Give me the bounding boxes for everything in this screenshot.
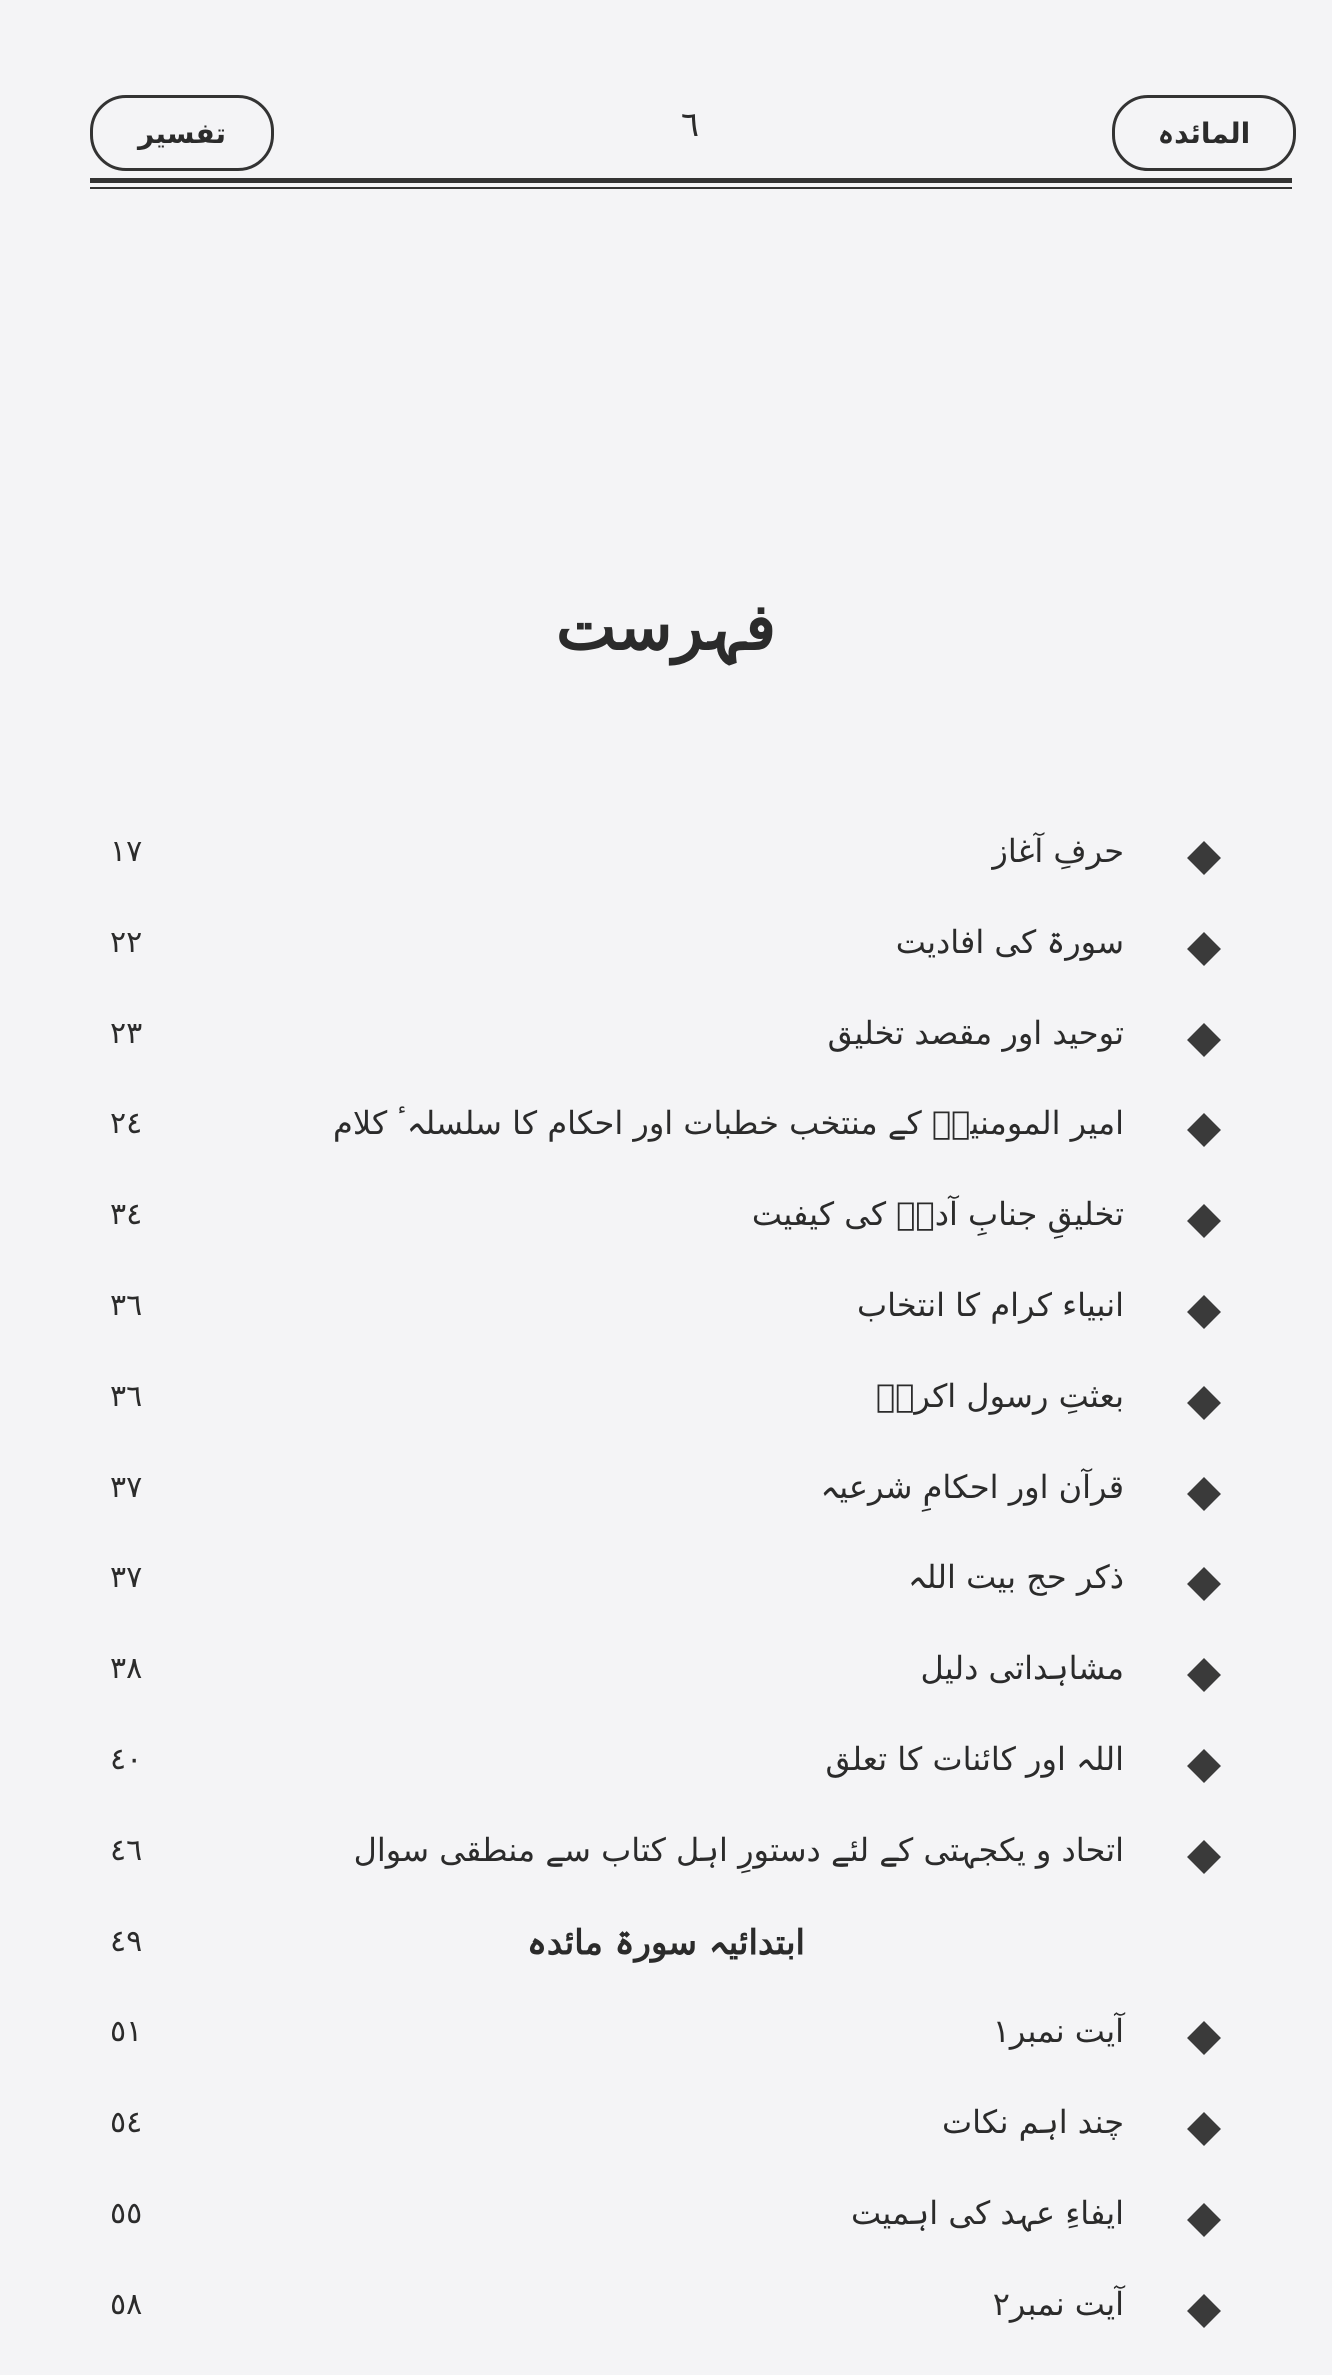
toc-entry xyxy=(0,2261,1332,2352)
diamond-bullet-icon xyxy=(1187,1295,1221,1329)
diamond-bullet-icon xyxy=(1187,1840,1221,1874)
toc-entry-title: حرفِ آغاز xyxy=(992,832,1124,870)
diamond-bullet-icon xyxy=(1187,1567,1221,1601)
header-rule-thin xyxy=(90,187,1292,189)
toc-entry xyxy=(0,1444,1332,1535)
toc-entry-page-number: ٤٠ xyxy=(110,1741,143,1777)
toc-entry-page-number: ٣٧ xyxy=(110,1469,143,1505)
toc-entry-title: قرآن اور احکامِ شرعیہ xyxy=(820,1467,1124,1506)
toc-entry-page-number: ٥٨ xyxy=(110,2286,143,2322)
toc-entry-page-number: ٣٨ xyxy=(110,1651,143,1687)
toc-entry xyxy=(0,1898,1332,1989)
toc-entry xyxy=(0,2170,1332,2261)
toc-entry-page-number: ٤٦ xyxy=(110,1832,143,1868)
toc-entry-page-number: ٤٩ xyxy=(110,1923,143,1959)
diamond-bullet-icon xyxy=(1187,1204,1221,1238)
header-book-label: تفسیر xyxy=(90,95,274,171)
toc-entry xyxy=(0,899,1332,990)
diamond-bullet-icon xyxy=(1187,1386,1221,1420)
diamond-bullet-icon xyxy=(1187,2112,1221,2146)
toc-entry-title: سورۃ کی افادیت xyxy=(895,922,1124,961)
toc-entry xyxy=(0,1716,1332,1807)
toc-entry-page-number: ٢٣ xyxy=(110,1015,143,1051)
toc-entry-title: ایفاءِ عہد کی اہمیت xyxy=(850,2193,1124,2232)
toc-entry xyxy=(0,990,1332,1081)
toc-entry xyxy=(0,1171,1332,1262)
toc-entry-title: آیت نمبر٢ xyxy=(992,2284,1124,2323)
toc-entry-title: ذکر حج بیت اللہ xyxy=(907,1558,1124,1597)
diamond-bullet-icon xyxy=(1187,841,1221,875)
toc-entry-title: اللہ اور کائنات کا تعلق xyxy=(825,1739,1124,1778)
diamond-bullet-icon xyxy=(1187,2021,1221,2055)
toc-entry-page-number: ٥١ xyxy=(110,2014,143,2050)
toc-entry-page-number: ٢٤ xyxy=(110,1106,143,1142)
page-title: فہرست xyxy=(556,590,776,665)
toc-entry xyxy=(0,808,1332,899)
header-rule xyxy=(90,178,1292,183)
toc-entry xyxy=(0,1353,1332,1444)
diamond-bullet-icon xyxy=(1187,1477,1221,1511)
diamond-bullet-icon xyxy=(1187,1749,1221,1783)
table-of-contents xyxy=(0,808,1332,2352)
toc-entry-title: تخلیقِ جنابِ آدمؑ کی کیفیت xyxy=(751,1195,1124,1234)
toc-entry xyxy=(0,1534,1332,1625)
page-number: ٦ xyxy=(680,105,700,145)
toc-entry-page-number: ١٧ xyxy=(110,834,143,869)
toc-entry-title: بعثتِ رسول اکرمؐ xyxy=(876,1376,1124,1415)
diamond-bullet-icon xyxy=(1187,1023,1221,1057)
toc-entry-title: مشاہداتی دلیل xyxy=(920,1649,1124,1688)
toc-entry-title: چند اہم نکات xyxy=(942,2103,1124,2142)
diamond-bullet-icon xyxy=(1187,2203,1221,2237)
toc-entry-title: انبیاء کرام کا انتخاب xyxy=(857,1285,1124,1324)
toc-entry-title: ابتدائیہ سورۃ مائدہ xyxy=(527,1922,805,1963)
toc-entry-title: امیر المومنینؑ کے منتخب خطبات اور احکام کا سلسلہٴ کلام xyxy=(333,1104,1124,1143)
toc-entry-title: آیت نمبر١ xyxy=(992,2012,1124,2051)
toc-entry-page-number: ٣٤ xyxy=(110,1197,143,1233)
toc-entry xyxy=(0,1988,1332,2079)
toc-entry-page-number: ٣٦ xyxy=(110,1378,143,1414)
toc-entry-page-number: ٣٧ xyxy=(110,1560,143,1596)
toc-entry xyxy=(0,1625,1332,1716)
toc-entry-page-number: ٢٢ xyxy=(110,924,143,960)
diamond-bullet-icon xyxy=(1187,1113,1221,1147)
toc-entry-title: توحید اور مقصد تخلیق xyxy=(827,1013,1124,1052)
diamond-bullet-icon xyxy=(1187,932,1221,966)
toc-entry xyxy=(0,2079,1332,2170)
diamond-bullet-icon xyxy=(1187,2294,1221,2328)
toc-entry-page-number: ٥٤ xyxy=(110,2105,143,2141)
toc-entry-page-number: ٥٥ xyxy=(110,2195,143,2231)
toc-entry-page-number: ٣٦ xyxy=(110,1287,143,1323)
toc-entry-title: اتحاد و یکجہتی کے لئے دستورِ اہل کتاب سے منطقی سوال xyxy=(353,1830,1124,1869)
toc-entry xyxy=(0,1807,1332,1898)
toc-entry xyxy=(0,1080,1332,1171)
diamond-bullet-icon xyxy=(1187,1658,1221,1692)
toc-entry xyxy=(0,1262,1332,1353)
header-surah-label: المائدہ xyxy=(1112,95,1296,171)
